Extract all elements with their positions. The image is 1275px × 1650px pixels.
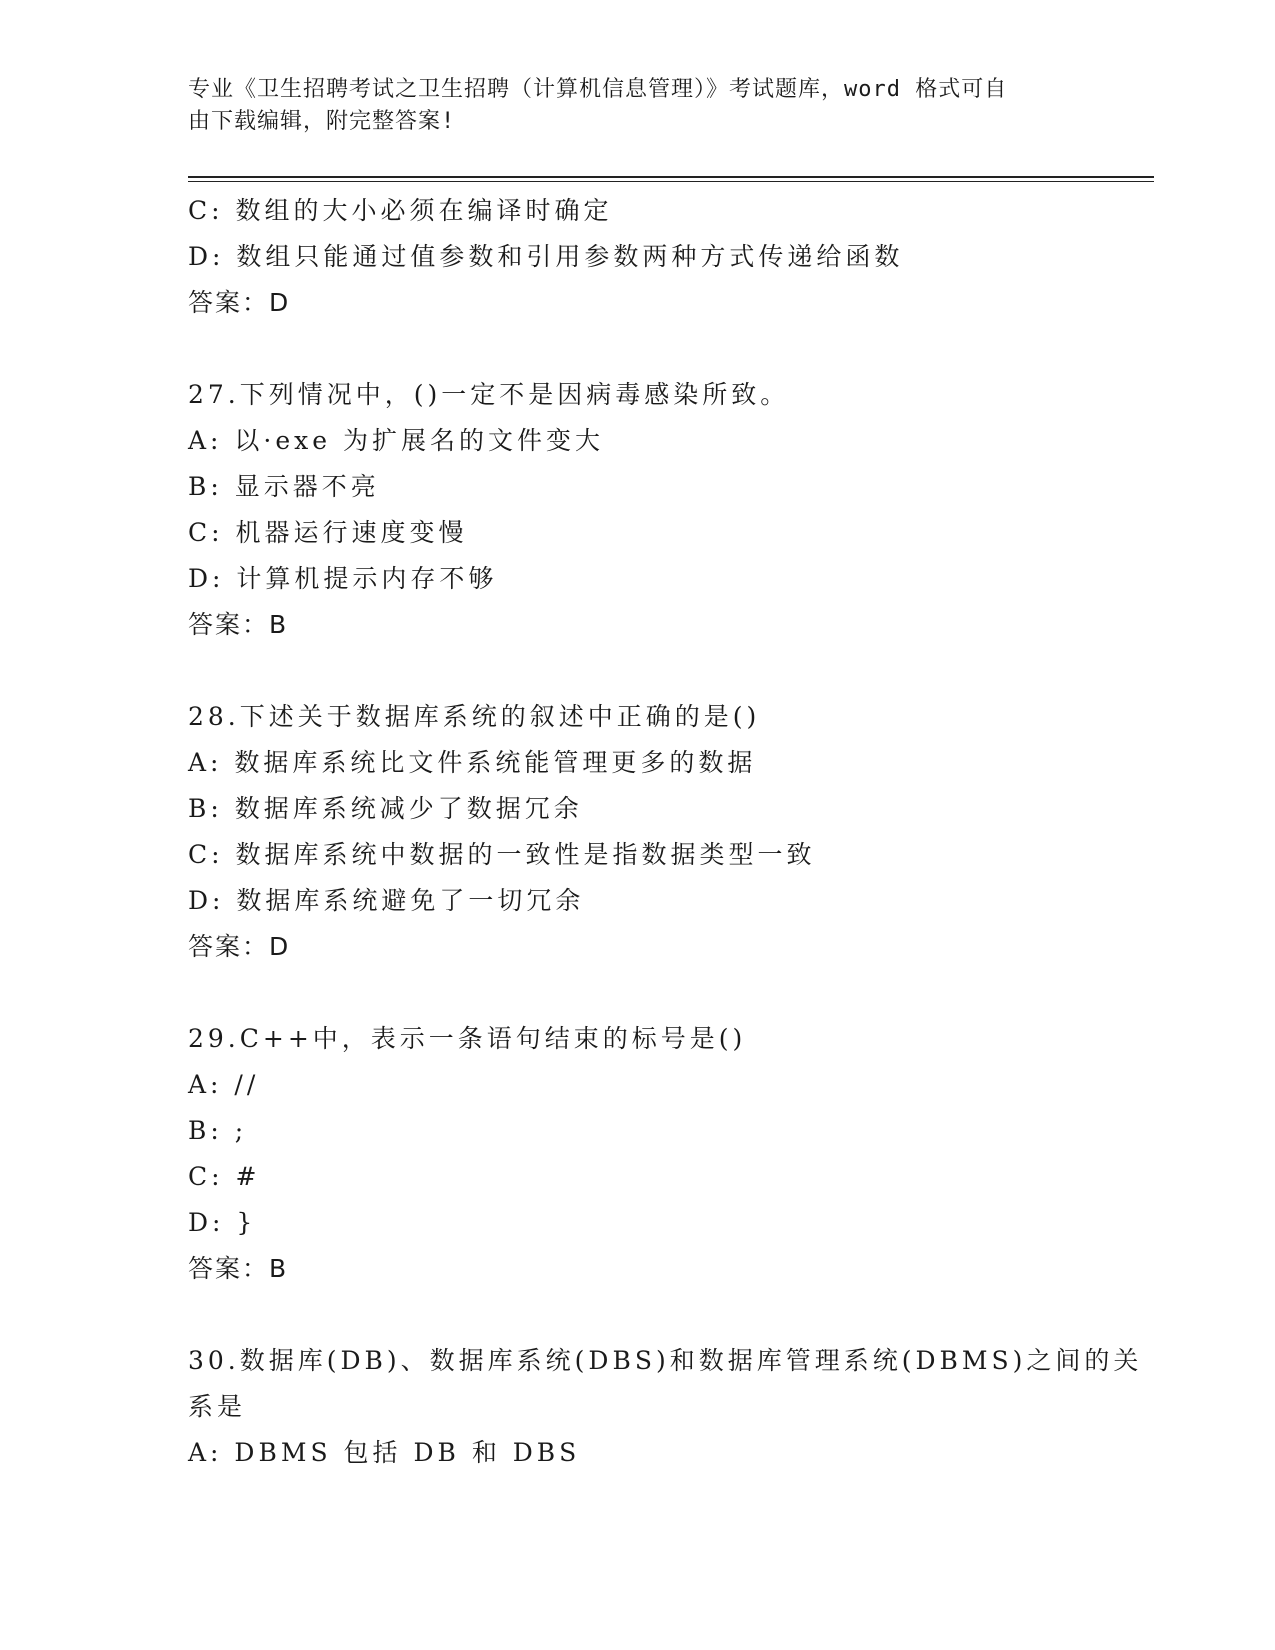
q28-option-a: A: 数据库系统比文件系统能管理更多的数据 <box>188 748 757 777</box>
q30-text-line-1: 30.数据库(DB)、数据库系统(DBS)和数据库管理系统(DBMS)之间的关 <box>188 1346 1143 1375</box>
q28-option-b: B: 数据库系统减少了数据冗余 <box>188 794 583 823</box>
q28-text: 28.下述关于数据库系统的叙述中正确的是() <box>188 702 761 731</box>
q27-option-b: B: 显示器不亮 <box>188 472 380 501</box>
q27-option-d: D: 计算机提示内存不够 <box>188 564 498 593</box>
prev-option-c: C: 数组的大小必须在编译时确定 <box>188 196 613 225</box>
header-divider-thick <box>188 176 1154 178</box>
header-divider-thin <box>188 181 1154 182</box>
q29-option-d: D: } <box>188 1208 257 1237</box>
q29-answer: 答案：B <box>188 1254 289 1283</box>
q29-option-c: C: # <box>188 1162 261 1191</box>
q27-option-c: C: 机器运行速度变慢 <box>188 518 468 547</box>
q29-option-b: B: ; <box>188 1116 248 1145</box>
prev-answer: 答案：D <box>188 288 291 317</box>
q28-option-c: C: 数据库系统中数据的一致性是指数据类型一致 <box>188 840 816 869</box>
question-content <box>188 188 1143 1476</box>
q28-answer: 答案：D <box>188 932 291 961</box>
q29-text: 29.C++中，表示一条语句结束的标号是() <box>188 1024 747 1053</box>
prev-option-d: D: 数组只能通过值参数和引用参数两种方式传递给函数 <box>188 242 904 271</box>
q28-option-d: D: 数据库系统避免了一切冗余 <box>188 886 585 915</box>
q30-option-a: A: DBMS 包括 DB 和 DBS <box>188 1438 581 1467</box>
q27-option-a: A: 以·exe 为扩展名的文件变大 <box>188 426 605 455</box>
q30-text-line-2: 系是 <box>188 1392 247 1421</box>
header-line-1: 专业《卫生招聘考试之卫生招聘（计算机信息管理）》考试题库，word 格式可自 <box>188 77 1008 102</box>
q27-answer: 答案：B <box>188 610 289 639</box>
header-line-2: 由下载编辑，附完整答案! <box>188 109 456 134</box>
document-header <box>188 74 1088 138</box>
q27-text: 27.下列情况中，()一定不是因病毒感染所致。 <box>188 380 790 409</box>
q29-option-a: A: // <box>188 1070 260 1099</box>
